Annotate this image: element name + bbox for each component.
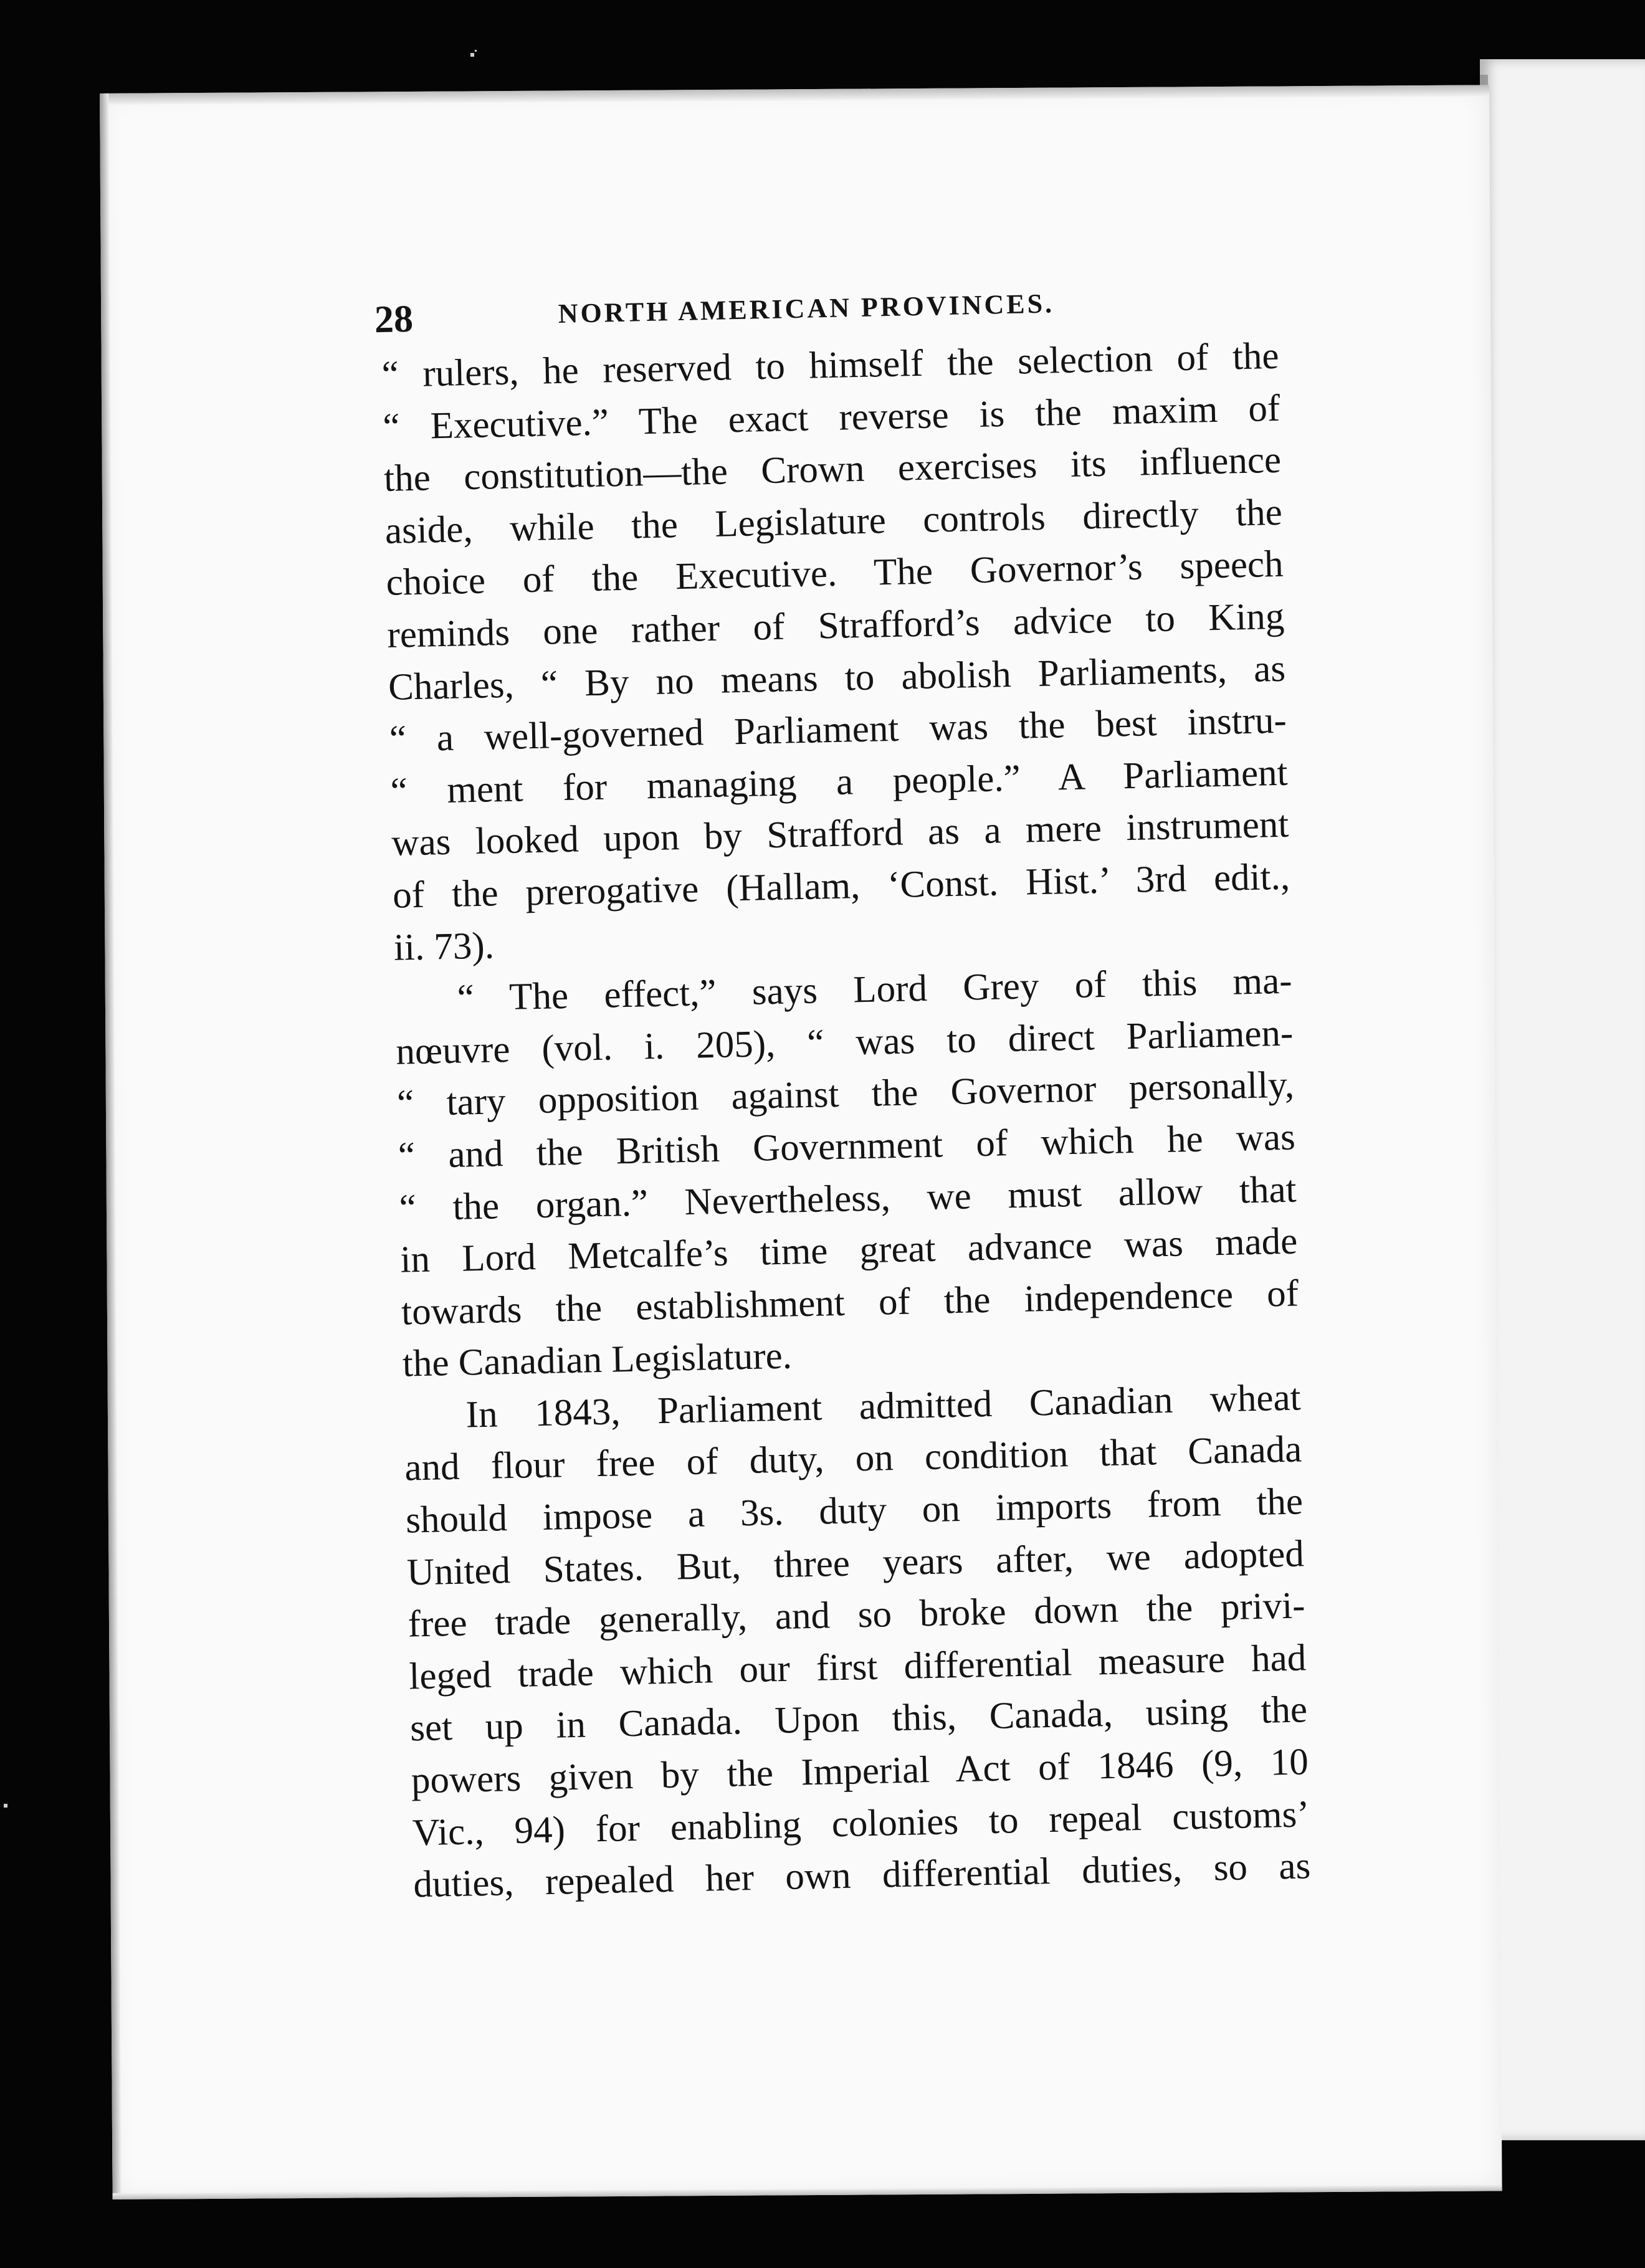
text-line: powers given by the Imperial Act of 1846 (9, 10: [411, 1741, 1309, 1802]
page-text: [374, 274, 1330, 1911]
page-number: 28: [374, 297, 414, 341]
text-line: duties, repealed her own differential duties, so as: [412, 1845, 1311, 1906]
dust-speck: [4, 1804, 7, 1808]
text-line: the constitution—the Crown exercises its influence: [383, 439, 1282, 500]
text-line: set up in Canada. Upon this, Canada, using the: [409, 1689, 1308, 1750]
text-line: “ tary opposition against the Governor personally,: [396, 1064, 1295, 1125]
text-line: “ ment for managing a people.” A Parliament: [390, 751, 1289, 812]
text-line: ii. 73).: [393, 924, 495, 969]
text-line: “ rulers, he reserved to himself the selection of the: [381, 335, 1280, 396]
text-line: aside, while the Legislature controls directly the: [384, 491, 1283, 552]
text-line: was looked upon by Strafford as a mere instrument: [391, 804, 1289, 865]
text-line: Vic., 94) for enabling colonies to repeal customs’: [412, 1793, 1310, 1854]
text-line: free trade generally, and so broke down the privi-: [408, 1584, 1306, 1646]
text-line: In 1843, Parliament admitted Canadian wheat: [465, 1376, 1302, 1436]
text-line: “ and the British Government of which he was: [398, 1116, 1296, 1177]
facing-page-edge: [1480, 59, 1645, 2140]
text-line: nœuvre (vol. i. 205), “ was to direct Parliamen-: [395, 1012, 1294, 1073]
text-line: the Canadian Legislature.: [402, 1335, 793, 1385]
text-line: “ a well-governed Parliament was the best instru-: [389, 699, 1287, 760]
text-line: United States. But, three years after, we adopted: [406, 1533, 1305, 1594]
text-line: “ the organ.” Nevertheless, we must allow that: [399, 1168, 1297, 1229]
text-line: reminds one rather of Strafford’s advice to King: [386, 595, 1285, 656]
text-line: should impose a 3s. duty on imports from the: [405, 1480, 1304, 1541]
text-line: choice of the Executive. The Governor’s speech: [386, 543, 1284, 604]
dust-speck: [475, 50, 477, 52]
running-head: NORTH AMERICAN PROVINCES.: [558, 288, 1055, 330]
text-line: Charles, “ By no means to abolish Parliaments, as: [388, 647, 1286, 708]
text-line: towards the establishment of the independence of: [401, 1272, 1299, 1333]
text-line: “ Executive.” The exact reverse is the maxim of: [382, 387, 1280, 448]
text-line: leged trade which our first differential measure had: [408, 1637, 1307, 1698]
text-line: of the prerogative (Hallam, ‘Const. Hist.’ 3rd edit.,: [392, 855, 1290, 917]
text-line: “ The effect,” says Lord Grey of this ma-: [457, 960, 1293, 1019]
dust-speck: [470, 53, 474, 57]
text-line: in Lord Metcalfe’s time great advance was made: [399, 1220, 1298, 1281]
text-line: and flour free of duty, on condition that Canada: [404, 1428, 1302, 1490]
